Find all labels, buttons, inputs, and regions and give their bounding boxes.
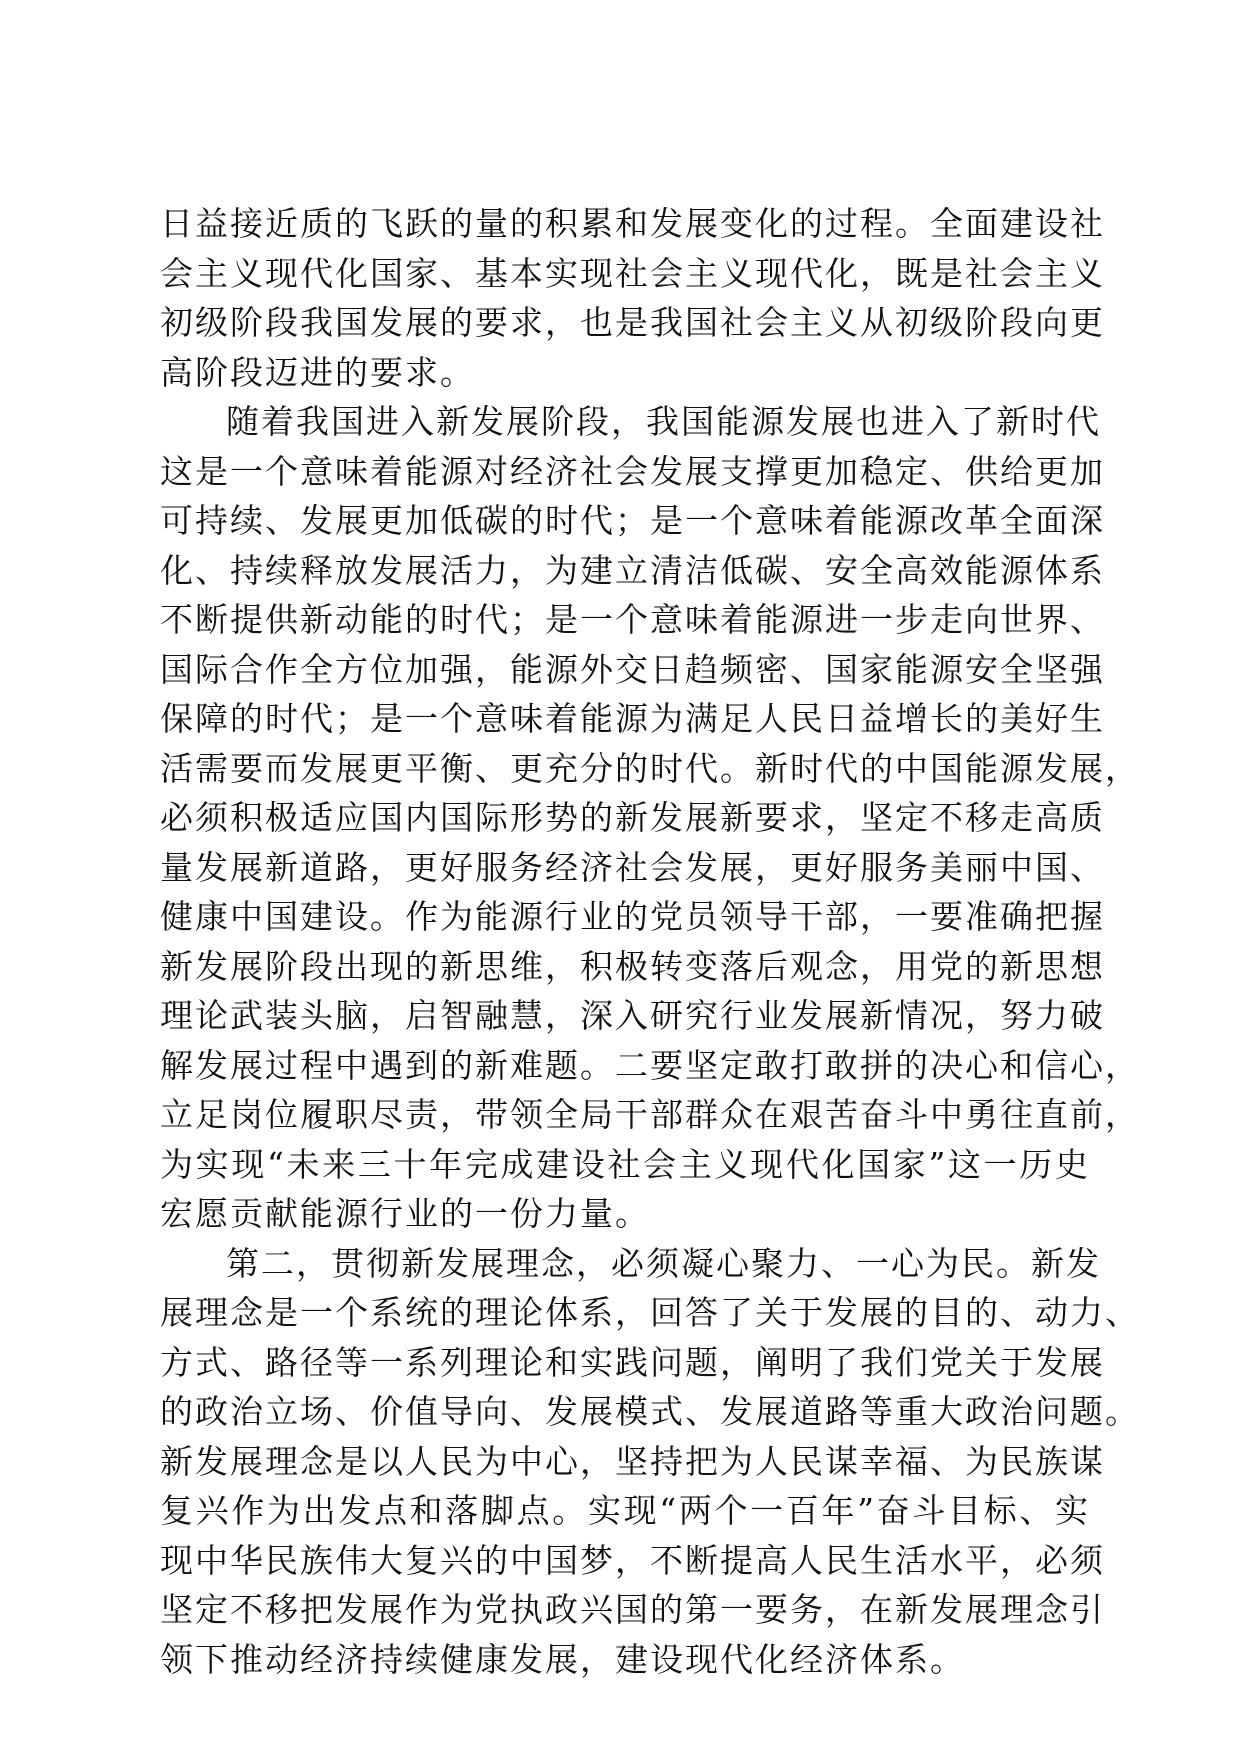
- text-line: 的政治立场、价值导向、发展模式、发展道路等重大政治问题。: [160, 1392, 1140, 1431]
- text-line: 会主义现代化国家、基本实现社会主义现代化，既是社会主义: [160, 253, 1105, 293]
- text-line: 这是一个意味着能源对经济社会发展支撑更加稳定、供给更加: [160, 451, 1105, 491]
- text-line: 新发展理念是以人民为中心，坚持把为人民谋幸福、为民族谋: [160, 1441, 1105, 1481]
- paragraph: [160, 397, 1140, 1239]
- text-line: 必须积极适应国内国际形势的新发展新要求，坚定不移走高质: [160, 798, 1105, 837]
- text-line: 保障的时代；是一个意味着能源为满足人民日益增长的美好生: [160, 699, 1105, 738]
- text-line: 日益接近质的飞跃的量的积累和发展变化的过程。全面建设社: [160, 204, 1105, 243]
- text-line: 第二，贯彻新发展理念，必须凝心聚力、一心为民。新发: [226, 1243, 1101, 1283]
- text-line: 不断提供新动能的时代；是一个意味着能源进一步走向世界、: [160, 600, 1105, 639]
- text-line: 坚定不移把发展作为党执政兴国的第一要务，在新发展理念引: [160, 1590, 1105, 1629]
- text-line: 立足岗位履职尽责，带领全局干部群众在艰苦奋斗中勇往直前，: [160, 1095, 1140, 1134]
- text-line: 活需要而发展更平衡、更充分的时代。新时代的中国能源发展，: [160, 748, 1140, 788]
- text-line: 随着我国进入新发展阶段，我国能源发展也进入了新时代: [226, 402, 1101, 441]
- paragraph: [160, 199, 1105, 397]
- paragraph: [160, 1239, 1140, 1685]
- text-line: 化、持续释放发展活力，为建立清洁低碳、安全高效能源体系: [160, 550, 1105, 590]
- text-line: 解发展过程中遇到的新难题。二要坚定敢打敢拼的决心和信心，: [160, 1045, 1140, 1085]
- text-line: 新发展阶段出现的新思维，积极转变落后观念，用党的新思想: [160, 946, 1105, 986]
- text-line: 理论武装头脑，启智融慧，深入研究行业发展新情况，努力破: [160, 996, 1105, 1035]
- text-line: 初级阶段我国发展的要求，也是我国社会主义从初级阶段向更: [160, 303, 1105, 342]
- text-line: 健康中国建设。作为能源行业的党员领导干部，一要准确把握: [160, 897, 1105, 936]
- text-line: 高阶段迈进的要求。: [160, 352, 475, 392]
- text-line: 现中华民族伟大复兴的中国梦，不断提高人民生活水平，必须: [160, 1540, 1105, 1580]
- text-line: 量发展新道路，更好服务经济社会发展，更好服务美丽中国、: [160, 847, 1105, 887]
- text-line: 方式、路径等一系列理论和实践问题，阐明了我们党关于发展: [160, 1342, 1105, 1382]
- text-line: 可持续、发展更加低碳的时代；是一个意味着能源改革全面深: [160, 501, 1105, 540]
- text-line: 复兴作为出发点和落脚点。实现“两个一百年”奋斗目标、实: [160, 1491, 1090, 1530]
- text-line: 展理念是一个系统的理论体系，回答了关于发展的目的、动力、: [160, 1293, 1140, 1332]
- text-line: 国际合作全方位加强，能源外交日趋频密、国家能源安全坚强: [160, 649, 1105, 689]
- text-line: 为实现“未来三十年完成建设社会主义现代化国家”这一历史: [160, 1144, 1090, 1184]
- body-text: [160, 199, 1140, 1684]
- text-line: 宏愿贡献能源行业的一份力量。: [160, 1194, 650, 1233]
- text-line: 领下推动经济持续健康发展，建设现代化经济体系。: [160, 1639, 965, 1679]
